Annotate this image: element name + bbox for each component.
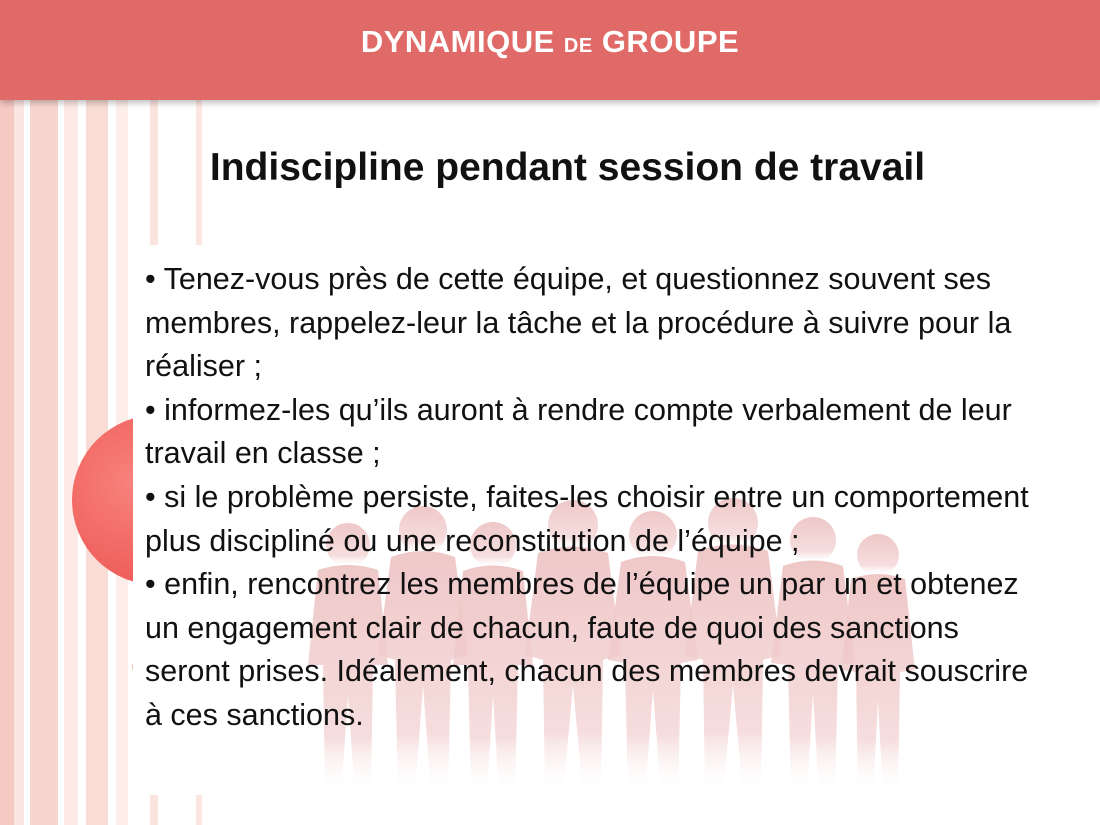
header-title: DYNAMIQUE DE GROUPE xyxy=(360,24,740,59)
bullet-item: • Tenez-vous près de cette équipe, et questionnez souvent ses membres, rappelez-leur la tâche et la procédure à suivre pour la réaliser ; xyxy=(145,262,1012,384)
stripe xyxy=(14,100,24,825)
stripe xyxy=(64,100,78,825)
stripe xyxy=(0,100,14,825)
slide-title: Indiscipline pendant session de travail xyxy=(209,146,926,189)
header-bar xyxy=(0,0,1100,100)
bullet-item: • informez-les qu’ils auront à rendre compte verbalement de leur travail en classe ; xyxy=(145,392,1012,471)
bullet-list xyxy=(145,258,1035,738)
bullet-item: • enfin, rencontrez les membres de l’équipe un par un et obtenez un engagement clair de chacun, faute de quoi des sanctions seront prises. Idéalement, chacun des membres devrait souscrire à ces sanctions. xyxy=(145,567,1029,732)
bullet-item: • si le problème persiste, faites-les choisir entre un comportement plus discipliné ou une reconstitution de l’équipe ; xyxy=(145,479,1029,558)
stripe xyxy=(30,100,58,825)
